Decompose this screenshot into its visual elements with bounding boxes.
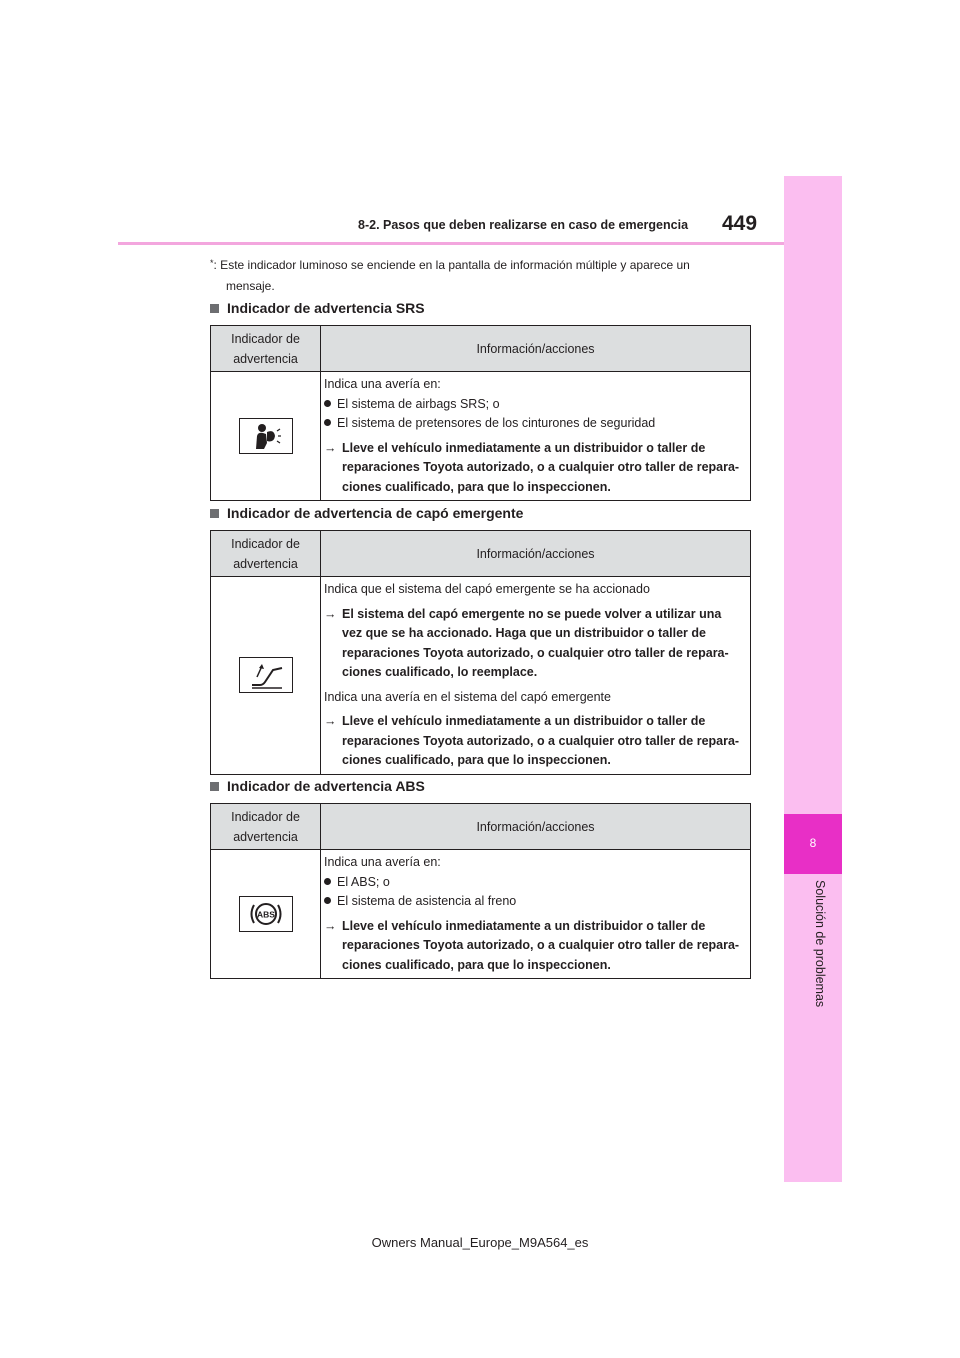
table-header-indicator: Indicador de advertencia [211,326,321,372]
header-rule [118,242,784,245]
table-header-info: Información/acciones [321,531,751,577]
pop-up-hood-table [210,530,751,775]
arrow-icon: → [324,440,337,455]
abs-icon-label: ABS [256,909,275,920]
footer-text: Owners Manual_Europe_M9A564_es [371,1235,589,1250]
chapter-number: 8 [809,836,817,850]
action-text: → Lleve el vehículo inmediatamente a un distribuidor o taller de reparaciones Toyota autorizado, o a cualquier otro taller de repara- ciones cualificado, para que lo inspeccionen. [324,714,740,767]
table-header-indicator: Indicador de advertencia [211,531,321,577]
section-header: 8-2. Pasos que deben realizarse en caso de emergencia [358,218,689,232]
page-number: 449 [722,212,758,235]
section-title-srs: Indicador de advertencia SRS [210,300,425,316]
square-bullet-icon [210,782,219,791]
table-header-info: Información/acciones [321,326,751,372]
indicator-cell [211,372,321,501]
pop-up-hood-icon [239,657,293,693]
footnote-text-cont: mensaje. [226,279,275,293]
arrow-icon: → [324,606,337,621]
abs-icon [239,896,293,932]
indicator-cell [211,850,321,979]
indicator-cell [211,577,321,775]
table-header-indicator: Indicador de advertencia [211,804,321,850]
list-item: El sistema de asistencia al freno [324,892,747,912]
side-tab [784,176,842,1182]
section-title-abs: Indicador de advertencia ABS [210,778,425,794]
action-text: → Lleve el vehículo inmediatamente a un distribuidor o taller de reparaciones Toyota autorizado, o a cualquier otro taller de repara- ciones cualificado, para que lo inspeccionen. [324,440,740,494]
srs-table [210,325,751,501]
table-header-info: Información/acciones [321,804,751,850]
list-item: El ABS; o [324,873,747,893]
info-cell: Indica que el sistema del capó emergente se ha accionado → El sistema del capó emergente no se puede volver a utilizar una vez que se ha accionado. Haga que un distribuidor o taller de reparaciones Toyota autorizado, o cualquier otro taller de repara- ciones cualificado, lo reemplace. Indica una avería en el sistema del capó emergente → Lleve el vehículo inmediatamente a un distribuidor o taller de reparaciones Toyota autorizado, o a cualquier otro taller de repara- ciones cualificado, para que lo inspeccionen. [321,577,751,775]
chapter-title: Solución de problemas [813,880,827,1008]
srs-airbag-icon [239,418,293,454]
action-text: → El sistema del capó emergente no se puede volver a utilizar una vez que se ha accionado. Haga que un distribuidor o taller de reparaciones Toyota autorizado, o cualquier otro taller de repara- ciones cualificado, lo reemplace. [324,606,729,679]
list-item: El sistema de pretensores de los cinturones de seguridad [324,414,747,434]
square-bullet-icon [210,304,219,313]
info-cell: Indica una avería en: El ABS; o El sistema de asistencia al freno → Lleve el vehículo inmediatamente a un distribuidor o taller de reparaciones Toyota autorizado, o a cualquier otro taller de repara- ciones cualificado, para que lo inspeccionen. [321,850,751,979]
abs-table [210,803,751,979]
footnote [210,255,750,297]
section-title-pop-up-hood: Indicador de advertencia de capó emergente [210,505,523,521]
action-text: → Lleve el vehículo inmediatamente a un distribuidor o taller de reparaciones Toyota autorizado, o a cualquier otro taller de repara- ciones cualificado, para que lo inspeccionen. [324,918,740,972]
list-item: El sistema de airbags SRS; o [324,395,747,415]
footnote-text: : Este indicador luminoso se enciende en la pantalla de información múltiple y aparece un [213,258,690,272]
arrow-icon: → [324,714,337,728]
arrow-icon: → [324,918,337,933]
square-bullet-icon [210,509,219,518]
info-cell: Indica una avería en: El sistema de airbags SRS; o El sistema de pretensores de los cinturones de seguridad → Lleve el vehículo inmediatamente a un distribuidor o taller de reparaciones Toyota autorizado, o a cualquier otro taller de repara- ciones cualificado, para que lo inspeccionen. [321,372,751,501]
footnote-marker: * [210,258,214,268]
